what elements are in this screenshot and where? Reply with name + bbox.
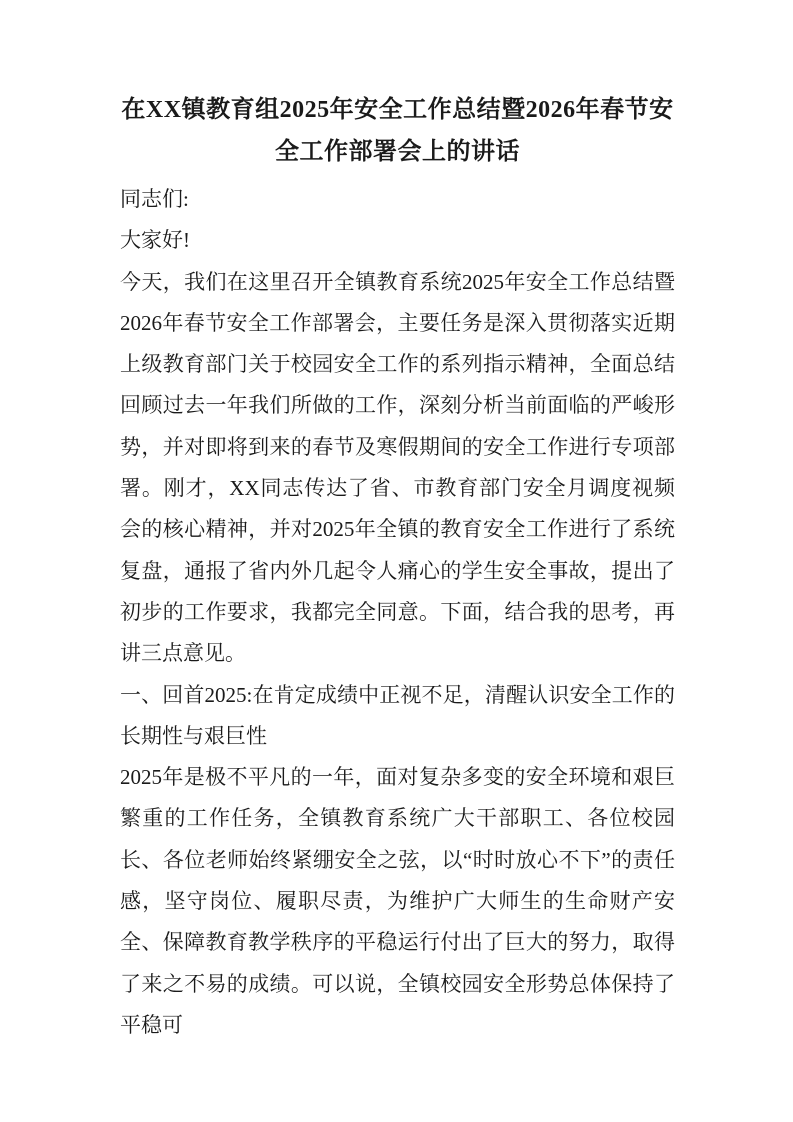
greeting-paragraph: 大家好! [120,228,190,253]
opening-paragraph: 今天，我们在这里召开全镇教育系统2025年安全工作总结暨2026年春节安全工作部署会，主要任务是深入贯彻落实近期上级教育部门关于校园安全工作的系列指示精神，全面总结回顾过去一年我们所做的工作，深刻分析当前面临的严峻形势，并对即将到来的春节及寒假期间的安全工作进行专项部署。刚才，XX同志传达了省、市教育部门安全月调度视频会的核心精神，并对2025年全镇的教育安全工作进行了系统复盘，通报了省内外几起令人痛心的学生安全事故，提出了初步的工作要求，我都完全同意。下面，结合我的思考，再讲三点意见。 [120,269,675,666]
body-paragraph-1: 2025年是极不平凡的一年，面对复杂多变的安全环境和艰巨繁重的工作任务，全镇教育系统广大干部职工、各位校园长、各位老师始终紧绷安全之弦，以“时时放心不下”的责任感，坚守岗位、履职尽责，为维护广大师生的生命财产安全、保障教育教学秩序的平稳运行付出了巨大的努力，取得了来之不易的成绩。可以说，全镇校园安全形势总体保持了平稳可 [120,765,675,1037]
document-title: 在XX镇教育组2025年安全工作总结暨2026年春节安全工作部署会上的讲话 [121,97,674,165]
section-heading-1: 一、回首2025:在肯定成绩中正视不足，清醒认识安全工作的长期性与艰巨性 [120,682,675,748]
salutation-paragraph: 同志们: [120,187,189,211]
